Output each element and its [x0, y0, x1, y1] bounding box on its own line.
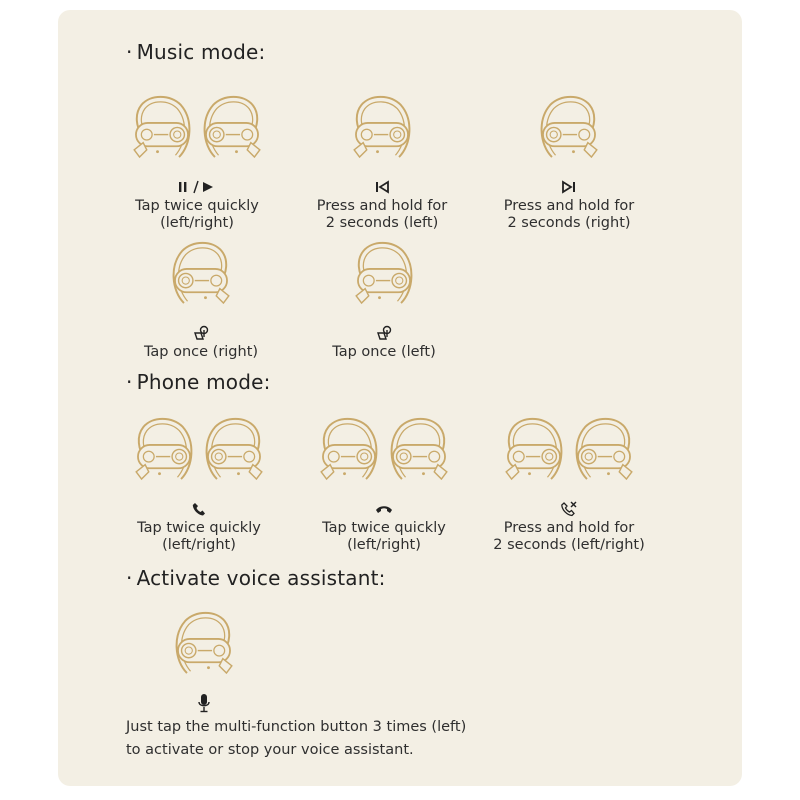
earbud-pair-illustration — [97, 88, 297, 174]
phone-end-call-item — [284, 410, 484, 554]
left-earbud-image — [314, 410, 384, 496]
caption-line: (left/right) — [162, 537, 236, 553]
voice-assistant-note — [126, 716, 526, 762]
right-earbud-image — [169, 604, 239, 690]
left-earbud-image — [349, 234, 419, 320]
music-play-pause-item — [97, 88, 297, 232]
caption-line: Press and hold for — [503, 520, 635, 536]
phone-reject-call-item — [469, 410, 669, 554]
right-earbud-image — [166, 234, 236, 320]
caption-line: Tap twice quickly — [135, 198, 259, 214]
tap-once-icon — [101, 324, 301, 342]
music-previous-track-item — [282, 88, 482, 232]
right-earbud-image — [384, 410, 454, 496]
caption-line: Tap once (right) — [143, 344, 259, 360]
right-earbud-image — [197, 88, 267, 174]
earbud-pair-illustration — [284, 410, 484, 496]
caption-line: Tap once (left) — [332, 344, 436, 360]
phone-mode-title: · Phone mode: — [126, 370, 271, 394]
caption-line: (left/right) — [347, 537, 421, 553]
left-earbud-image — [129, 410, 199, 496]
caption-line: Press and hold for — [316, 198, 448, 214]
caption-line: 2 seconds (right) — [507, 215, 631, 231]
earbud-illustration — [284, 234, 484, 320]
music-tap-once-left-item — [284, 234, 484, 361]
music-tap-once-right-item — [101, 234, 301, 361]
right-earbud-image — [534, 88, 604, 174]
caption-line: 2 seconds (left/right) — [493, 537, 645, 553]
note-line: to activate or stop your voice assistant. — [126, 742, 414, 758]
right-earbud-image — [569, 410, 639, 496]
earbud-illustration — [282, 88, 482, 174]
next-track-icon — [469, 178, 669, 196]
caption-line: Tap twice quickly — [137, 520, 261, 536]
earbud-illustration — [101, 234, 301, 320]
caption-line: Tap twice quickly — [322, 520, 446, 536]
caption-line: (left/right) — [160, 215, 234, 231]
music-next-track-item — [469, 88, 669, 232]
reject-call-icon — [469, 500, 669, 518]
voice-assistant-title: · Activate voice assistant: — [126, 566, 386, 590]
earbud-illustration — [104, 604, 304, 690]
note-line: Just tap the multi-function button 3 times (left) — [126, 719, 467, 735]
play-pause-icon — [97, 178, 297, 196]
left-earbud-image — [499, 410, 569, 496]
voice-assistant-item — [104, 604, 304, 712]
left-earbud-image — [347, 88, 417, 174]
previous-track-icon — [282, 178, 482, 196]
caption-line: 2 seconds (left) — [325, 215, 439, 231]
music-mode-title: · Music mode: — [126, 40, 266, 64]
left-earbud-image — [127, 88, 197, 174]
tap-once-icon — [284, 324, 484, 342]
earbud-illustration — [469, 88, 669, 174]
caption-line: Press and hold for — [503, 198, 635, 214]
earbud-pair-illustration — [469, 410, 669, 496]
earbud-pair-illustration — [99, 410, 299, 496]
phone-answer-item — [99, 410, 299, 554]
answer-call-icon — [99, 500, 299, 518]
microphone-icon — [104, 694, 304, 712]
right-earbud-image — [199, 410, 269, 496]
end-call-icon — [284, 500, 484, 518]
